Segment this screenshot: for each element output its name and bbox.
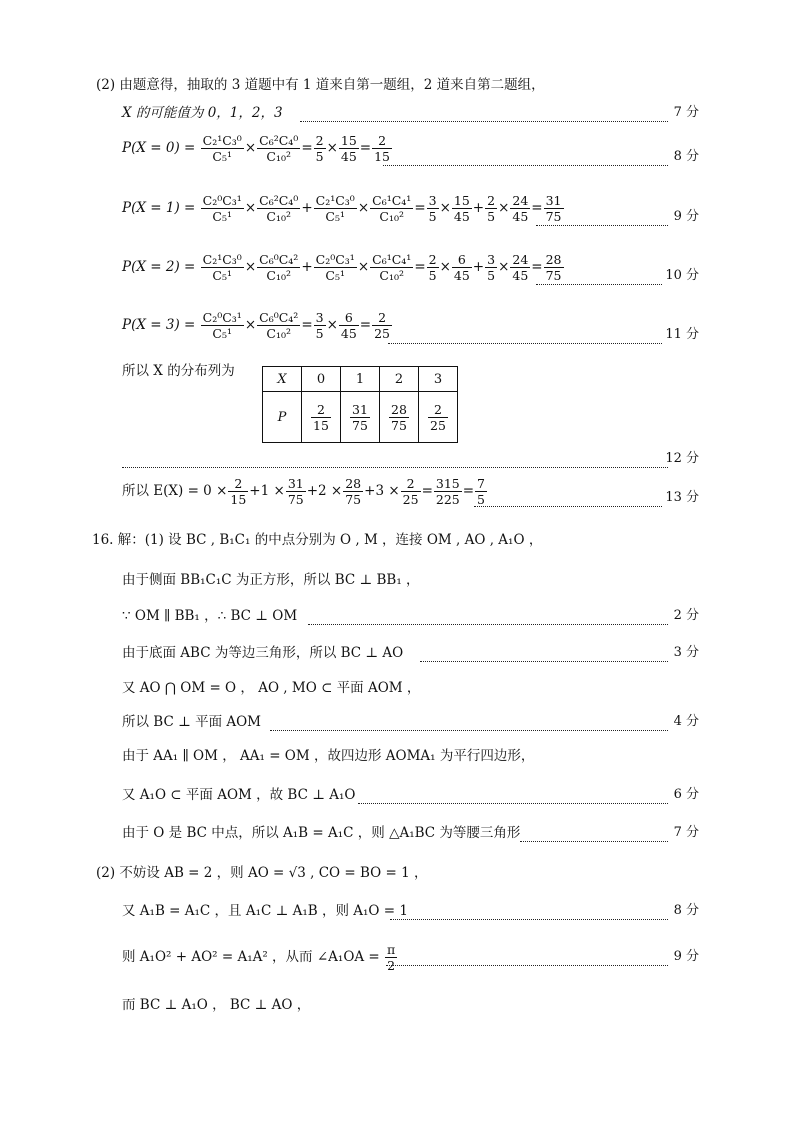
frac-num: C₂¹C₃⁰ [315, 193, 355, 208]
leader-dots [270, 712, 668, 731]
q16-line5: 又 AO ⋂ OM = O ， AO , MO ⊂ 平面 AOM ， [122, 680, 421, 696]
frac-num: C₂⁰C₃¹ [315, 252, 355, 267]
frac-den: C₅¹ [212, 326, 233, 341]
table-row [263, 367, 458, 392]
score-6: 6 分 [673, 787, 699, 802]
frac-num: 6 [339, 310, 359, 326]
score-11: 11 分 [665, 327, 699, 342]
frac-den: 5 [477, 492, 485, 507]
leader-dots [520, 823, 668, 842]
score-9b: 9 分 [673, 949, 699, 964]
frac-den: 15 [313, 417, 329, 433]
operator: = [421, 483, 433, 499]
p-x3-lhs: P(X = 3) = [122, 317, 196, 333]
table-header-cell: 0 [302, 367, 341, 392]
leader-dots [358, 785, 668, 804]
table-header-cell: 1 [341, 367, 380, 392]
score-9: 9 分 [673, 209, 699, 224]
frac-num: C₂⁰C₃¹ [202, 310, 242, 325]
leader-dots [300, 103, 668, 122]
frac-den: 25 [374, 326, 391, 341]
frac-den: 45 [453, 268, 470, 283]
frac-num: C₆⁰C₄² [259, 310, 299, 325]
frac-num: 15 [340, 133, 357, 148]
frac-den: 75 [545, 268, 562, 283]
leader-dots [386, 947, 668, 966]
q16-line9: 由于 O 是 BC 中点，所以 A₁B = A₁C ，则 △A₁BC 为等腰三角形 [122, 825, 521, 841]
frac-den: 45 [512, 209, 529, 224]
operator: +3 × [364, 483, 400, 499]
frac-num: 28 [545, 252, 562, 267]
frac-num: 2 [428, 402, 448, 418]
p-x3-formula: P(X = 3) = $\frac{\text{C₂⁰C₃¹}}{\text{C₅¹}}$ × $\frac{\text{C₆⁰C₄²}}{\text{C₁₀²}}$ = $\frac{3}{5}$ × $\frac{6}{45}$ = $\frac{2}{25}$ [122, 310, 391, 341]
frac-num: 6 [452, 252, 472, 268]
q16-line3: ∵ OM ∥ BB₁ ，∴ BC ⊥ OM [122, 608, 298, 624]
table-header-cell: 2 [380, 367, 419, 392]
operator: = [462, 483, 475, 499]
table-cell [419, 392, 458, 443]
frac-num: 2 [487, 193, 496, 208]
frac-num: C₆²C₄⁰ [259, 193, 299, 208]
frac-den: 5 [315, 149, 324, 164]
frac-den: 45 [453, 209, 470, 224]
score-4: 4 分 [673, 714, 699, 729]
frac-den: 25 [402, 492, 419, 507]
frac-num: 31 [352, 401, 368, 417]
distribution-table [262, 366, 458, 443]
frac-num: C₆¹C₄¹ [372, 252, 412, 267]
leader-dots [536, 266, 662, 285]
frac-den: C₁₀² [266, 326, 292, 341]
score-8b: 8 分 [673, 903, 699, 918]
frac-den: 45 [340, 326, 357, 341]
frac-num: π [387, 942, 396, 957]
score-2: 2 分 [673, 608, 699, 623]
frac-den: 75 [352, 417, 368, 433]
frac-num: 31 [545, 193, 562, 208]
frac-den: 75 [345, 492, 362, 507]
expectation-formula [122, 476, 488, 507]
leader-dots [122, 449, 668, 468]
frac-den: 15 [374, 149, 391, 164]
table-header-cell: X [263, 367, 302, 392]
score-12: 12 分 [665, 451, 699, 466]
frac-den: C₅¹ [212, 149, 233, 164]
frac-num: 2 [228, 476, 248, 492]
q16-part2-line3 [122, 942, 398, 973]
leader-dots [420, 643, 668, 662]
frac-den: C₅¹ [212, 209, 233, 224]
expectation-lhs: 所以 E(X) = 0 × [122, 483, 228, 499]
table-cell [380, 392, 419, 443]
distribution-label: 所以 X 的分布列为 [122, 363, 235, 379]
frac-num: 24 [512, 252, 529, 267]
frac-num: 2 [401, 476, 421, 492]
score-7: 7 分 [673, 105, 699, 120]
table-cell: P [263, 392, 302, 443]
frac-den: C₁₀² [379, 268, 405, 283]
frac-den: C₁₀² [266, 209, 292, 224]
frac-den: 5 [315, 326, 324, 341]
q16-part2-line4: 而 BC ⊥ A₁O ， BC ⊥ AO ， [122, 997, 311, 1013]
p-x0-formula: P(X = 0) = $\frac{\text{C₂¹C₃⁰}}{\text{C₅¹}}$ × $\frac{\text{C₆²C₄⁰}}{\text{C₁₀²}}$ = $\frac{2}{5}$ × $\frac{15}{45}$ = $\frac{2}{15}$ [122, 133, 391, 164]
q16-line1: 16. 解：(1) 设 BC , B₁C₁ 的中点分别为 O , M ，连接 OM , AO , A₁O ， [92, 532, 543, 548]
frac-den: C₅¹ [212, 268, 233, 283]
table-row [263, 392, 458, 443]
q16-part2-line1: (2) 不妨设 AB = 2 ，则 AO = √3 , CO = BO = 1 ， [96, 865, 428, 881]
frac-den: 45 [512, 268, 529, 283]
frac-num: 2 [315, 133, 324, 148]
frac-den: C₁₀² [266, 149, 292, 164]
operator: +2 × [306, 483, 343, 499]
frac-den: C₁₀² [266, 268, 292, 283]
score-13: 13 分 [665, 490, 699, 505]
leader-dots [536, 207, 668, 226]
score-3: 3 分 [673, 645, 699, 660]
q16-line6: 所以 BC ⊥ 平面 AOM [122, 714, 262, 730]
frac-den: 5 [487, 268, 496, 283]
frac-den: C₁₀² [379, 209, 405, 224]
p-x0-lhs: P(X = 0) = [122, 140, 196, 156]
frac-num: 2 [428, 252, 437, 267]
frac-num: 2 [372, 310, 392, 326]
leader-dots [474, 488, 662, 507]
p-x1-formula: P(X = 1) = $\frac{\text{C₂⁰C₃¹}}{\text{C₅¹}}$ × $\frac{\text{C₆²C₄⁰}}{\text{C₁₀²}}$ + $\frac{\text{C₂¹C₃⁰}}{\text{C₅¹}}$ × $\frac{\text{C₆¹C₄¹}}{\text{C₁₀²}}$ = $\frac{3}{5}$ × $\frac{15}{45}$ + $\frac{2}{5}$ × $\frac{24}{45}$ = $\frac{31}{75}$ [122, 193, 562, 224]
frac-num: C₆¹C₄¹ [372, 193, 412, 208]
table-cell [302, 392, 341, 443]
frac-den: 75 [287, 492, 304, 507]
frac-num: 3 [487, 252, 496, 267]
leader-dots [390, 901, 668, 920]
frac-num: C₂⁰C₃¹ [202, 193, 242, 208]
p-x2-lhs: P(X = 2) = [122, 259, 196, 275]
q16-line2: 由于侧面 BB₁C₁C 为正方形，所以 BC ⊥ BB₁ ， [122, 572, 420, 588]
frac-den: 45 [340, 149, 357, 164]
leader-dots [388, 325, 662, 344]
q16-line4: 由于底面 ABC 为等边三角形，所以 BC ⊥ AO [122, 645, 404, 661]
frac-den: C₅¹ [325, 209, 346, 224]
table-header-cell: 3 [419, 367, 458, 392]
frac-num: C₂¹C₃⁰ [202, 133, 242, 148]
frac-num: C₆²C₄⁰ [259, 133, 299, 148]
p-x2-formula: P(X = 2) = $\frac{\text{C₂¹C₃⁰}}{\text{C₅¹}}$ × $\frac{\text{C₆⁰C₄²}}{\text{C₁₀²}}$ + $\frac{\text{C₂⁰C₃¹}}{\text{C₅¹}}$ × $\frac{\text{C₆¹C₄¹}}{\text{C₁₀²}}$ = $\frac{2}{5}$ × $\frac{6}{45}$ + $\frac{3}{5}$ × $\frac{24}{45}$ = $\frac{28}{75}$ [122, 252, 562, 283]
frac-num: 31 [287, 476, 304, 491]
part2-intro: (2) 由题意得，抽取的 3 道题中有 1 道来自第一题组，2 道来自第二题组， [96, 77, 545, 93]
frac-num: 28 [345, 476, 362, 491]
frac-den: 2 [387, 958, 396, 973]
frac-num: 7 [477, 476, 485, 491]
frac-den: 5 [428, 268, 437, 283]
frac-num: 15 [453, 193, 470, 208]
frac-den: 5 [428, 209, 437, 224]
leader-dots [383, 147, 668, 166]
q16-line7: 由于 AA₁ ∥ OM ， AA₁ = OM ，故四边形 AOMA₁ 为平行四边形， [122, 748, 535, 764]
operator: +1 × [249, 483, 285, 499]
q16-part2-line2: 又 A₁B = A₁C ，且 A₁C ⊥ A₁B ，则 A₁O = 1 [122, 903, 408, 919]
frac-num: 3 [315, 310, 324, 325]
frac-num: 2 [372, 133, 392, 149]
frac-num: 3 [428, 193, 437, 208]
frac-den: 25 [430, 417, 446, 433]
angle-equation: 则 A₁O² + AO² = A₁A² ，从而 ∠A₁OA = [122, 949, 380, 965]
frac-num: 28 [391, 401, 407, 417]
frac-den: 15 [230, 492, 247, 507]
frac-num: 315 [435, 476, 460, 491]
frac-num: 2 [311, 402, 331, 418]
frac-den: C₅¹ [325, 268, 346, 283]
frac-den: 5 [487, 209, 496, 224]
frac-num: C₂¹C₃⁰ [202, 252, 242, 267]
q16-line8: 又 A₁O ⊂ 平面 AOM ，故 BC ⊥ A₁O [122, 787, 356, 803]
x-values-line: X 的可能值为 0，1，2，3 [122, 105, 283, 121]
leader-dots [308, 606, 668, 625]
frac-den: 75 [545, 209, 562, 224]
score-7b: 7 分 [673, 825, 699, 840]
score-10: 10 分 [665, 268, 699, 283]
score-8: 8 分 [673, 149, 699, 164]
p-x1-lhs: P(X = 1) = [122, 200, 196, 216]
frac-num: C₆⁰C₄² [259, 252, 299, 267]
frac-num: 24 [512, 193, 529, 208]
frac-den: 225 [435, 492, 460, 507]
table-cell [341, 392, 380, 443]
frac-den: 75 [391, 417, 407, 433]
